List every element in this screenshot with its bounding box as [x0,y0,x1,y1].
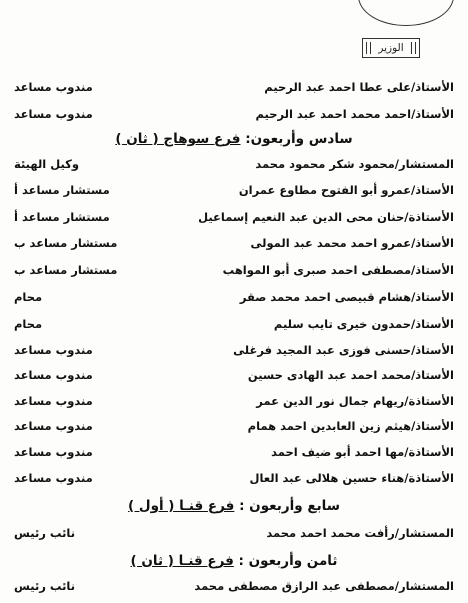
section-branch: فرع قنـا ( أول ) [128,498,235,514]
person-role: مندوب مساعد [14,343,93,357]
person-role: محام [14,317,43,331]
minister-label: الوزير [362,38,420,58]
list-item [0,579,468,601]
person-name: الأستاذ/مصطفى احمد صبرى أبو المواهب [222,263,454,277]
section-heading-qena-1 [0,498,468,520]
person-role: مندوب مساعد [14,471,93,485]
list-item [0,80,468,102]
person-role: نائب رئيس [14,579,76,593]
list-item [0,210,468,232]
person-role: محام [14,290,43,304]
person-name: الأستاذ/عمرو احمد محمد عبد المولى [250,236,454,250]
person-role: مستشار مساعد أ [14,210,110,224]
list-item [0,263,468,285]
list-item [0,107,468,129]
list-item [0,183,468,205]
section-prefix: ثامن وأربعون : [238,553,338,569]
person-role: مندوب مساعد [14,107,93,121]
list-item [0,394,468,416]
list-item [0,317,468,339]
person-name: الأستاذة/مها احمد أبو ضيف احمد [271,445,454,459]
person-name: الأستاذ/حمدون خيرى تايب سليم [273,317,454,331]
section-prefix: سادس وأربعون: [245,131,353,147]
person-role: مندوب مساعد [14,419,93,433]
list-item [0,157,468,179]
person-name: الأستاذة/ريهام جمال نور الدين عمر [256,394,454,408]
list-item [0,471,468,493]
list-item [0,419,468,441]
person-role: مستشار مساعد أ [14,183,110,197]
person-name: الأستاذ/هيثم زين العابدين احمد همام [247,419,454,433]
person-name: الأستاذ/على عطا احمد عبد الرحيم [264,80,454,94]
list-item [0,445,468,467]
person-role: نائب رئيس [14,526,76,540]
person-name: الأستاذة/حنان محى الدين عبد النعيم إسماعيل [198,210,454,224]
person-role: مستشار مساعد ب [14,236,118,250]
section-branch: فرع سوهاج ( ثان ) [115,131,241,147]
ministry-seal [358,0,454,26]
person-name: الأستاذ/احمد محمد احمد عبد الرحيم [255,107,454,121]
person-name: الأستاذ/عمرو أبو الفتوح مطاوع عمران [238,183,454,197]
section-prefix: سابع وأربعون : [239,498,340,514]
person-role: مندوب مساعد [14,394,93,408]
list-item [0,236,468,258]
person-role: مندوب مساعد [14,368,93,382]
list-item [0,343,468,365]
person-name: المستشار/مصطفى عبد الرازق مصطفى محمد [194,579,454,593]
person-role: وكيل الهيئة [14,157,80,171]
section-heading-qena-2 [0,553,468,575]
person-role: مندوب مساعد [14,445,93,459]
list-item [0,290,468,312]
person-name: الأستاذ/محمد احمد عبد الهادى حسين [247,368,454,382]
section-branch: فرع قنـا ( ثان ) [130,553,234,569]
list-item [0,368,468,390]
person-name: الأستاذ/هشام قبيصى احمد محمد صقر [239,290,454,304]
person-name: الأستاذ/حسنى فوزى عبد المجيد فرغلى [233,343,454,357]
person-role: مندوب مساعد [14,80,93,94]
person-role: مستشار مساعد ب [14,263,118,277]
list-item [0,526,468,548]
person-name: المستشار/رأفت محمد احمد محمد [266,526,454,540]
person-name: الأستاذة/هناء حسين هلالى عبد العال [249,471,454,485]
person-name: المستشار/محمود شكر محمود محمد [255,157,454,171]
section-heading-sohag-2 [0,131,468,153]
